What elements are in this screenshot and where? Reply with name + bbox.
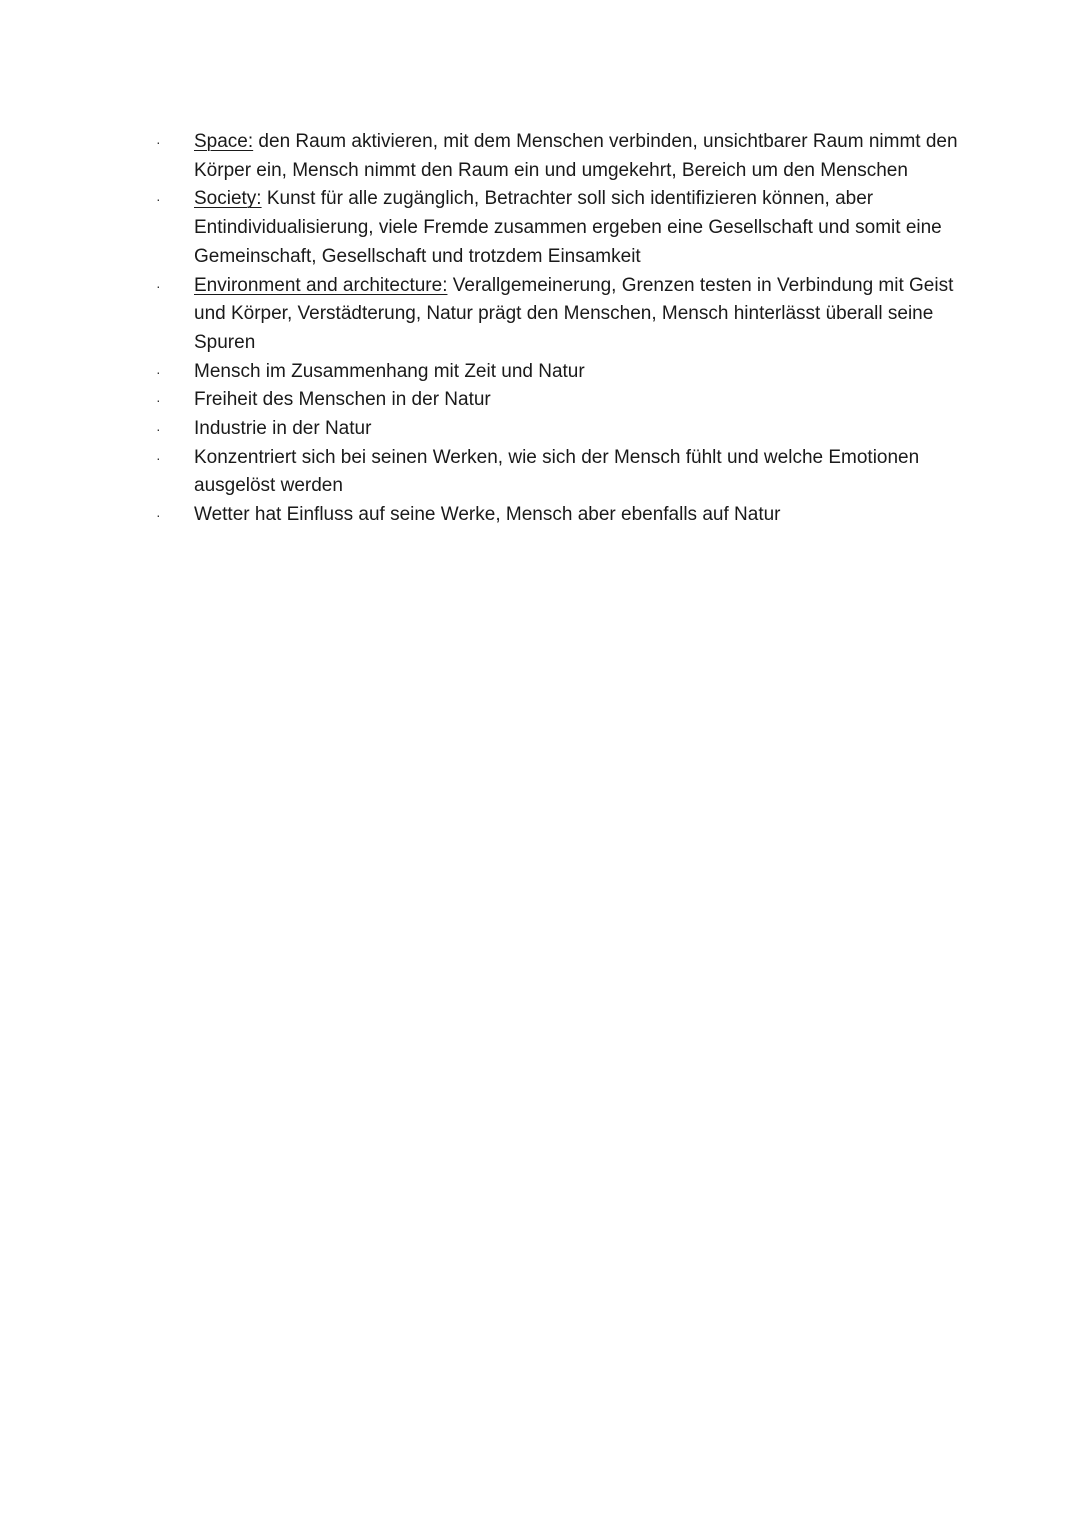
bullet-dot-icon: ·	[156, 507, 161, 524]
list-item	[150, 358, 970, 387]
term-environment-architecture: Environment and architecture:	[194, 274, 448, 296]
notes-list	[150, 128, 970, 530]
bullet-dot-icon: ·	[156, 191, 161, 208]
bullet-dot-icon: ·	[156, 449, 161, 466]
list-item	[150, 128, 970, 185]
term-society: Society:	[194, 188, 262, 210]
item-text: Freiheit des Menschen in der Natur	[194, 389, 491, 411]
item-text: Industrie in der Natur	[194, 418, 372, 440]
item-text: Verallgemeinerung, Grenzen testen in Verbindung mit Geist und Körper, Verstädterung, Natur prägt den Menschen, Mensch hinterlässt überall seine Spuren	[194, 274, 954, 353]
item-text: Wetter hat Einfluss auf seine Werke, Mensch aber ebenfalls auf Natur	[194, 504, 781, 526]
bullet-dot-icon: ·	[156, 392, 161, 409]
item-text: Mensch im Zusammenhang mit Zeit und Natur	[194, 360, 585, 382]
list-item	[150, 444, 970, 501]
item-text: Konzentriert sich bei seinen Werken, wie sich der Mensch fühlt und welche Emotionen ausgelöst werden	[194, 446, 920, 497]
list-item	[150, 185, 970, 271]
bullet-dot-icon: ·	[156, 277, 161, 294]
list-item	[150, 415, 970, 444]
item-text: Kunst für alle zugänglich, Betrachter soll sich identifizieren können, aber Entindividualisierung, viele Fremde zusammen ergeben eine Gesellschaft und somit eine Gemeinschaft, Gesellschaft und trotzdem Einsamkeit	[194, 188, 942, 267]
term-space: Space:	[194, 131, 254, 152]
item-text: den Raum aktivieren, mit dem Menschen verbinden, unsichtbarer Raum nimmt den Körper ein, Mensch nimmt den Raum ein und umgekehrt, Bereich um den Menschen	[194, 131, 958, 181]
bullet-dot-icon: ·	[156, 363, 161, 380]
bullet-dot-icon: ·	[156, 134, 161, 150]
list-item	[150, 272, 970, 358]
bullet-dot-icon: ·	[156, 421, 161, 438]
list-item	[150, 386, 970, 415]
list-item	[150, 501, 970, 530]
